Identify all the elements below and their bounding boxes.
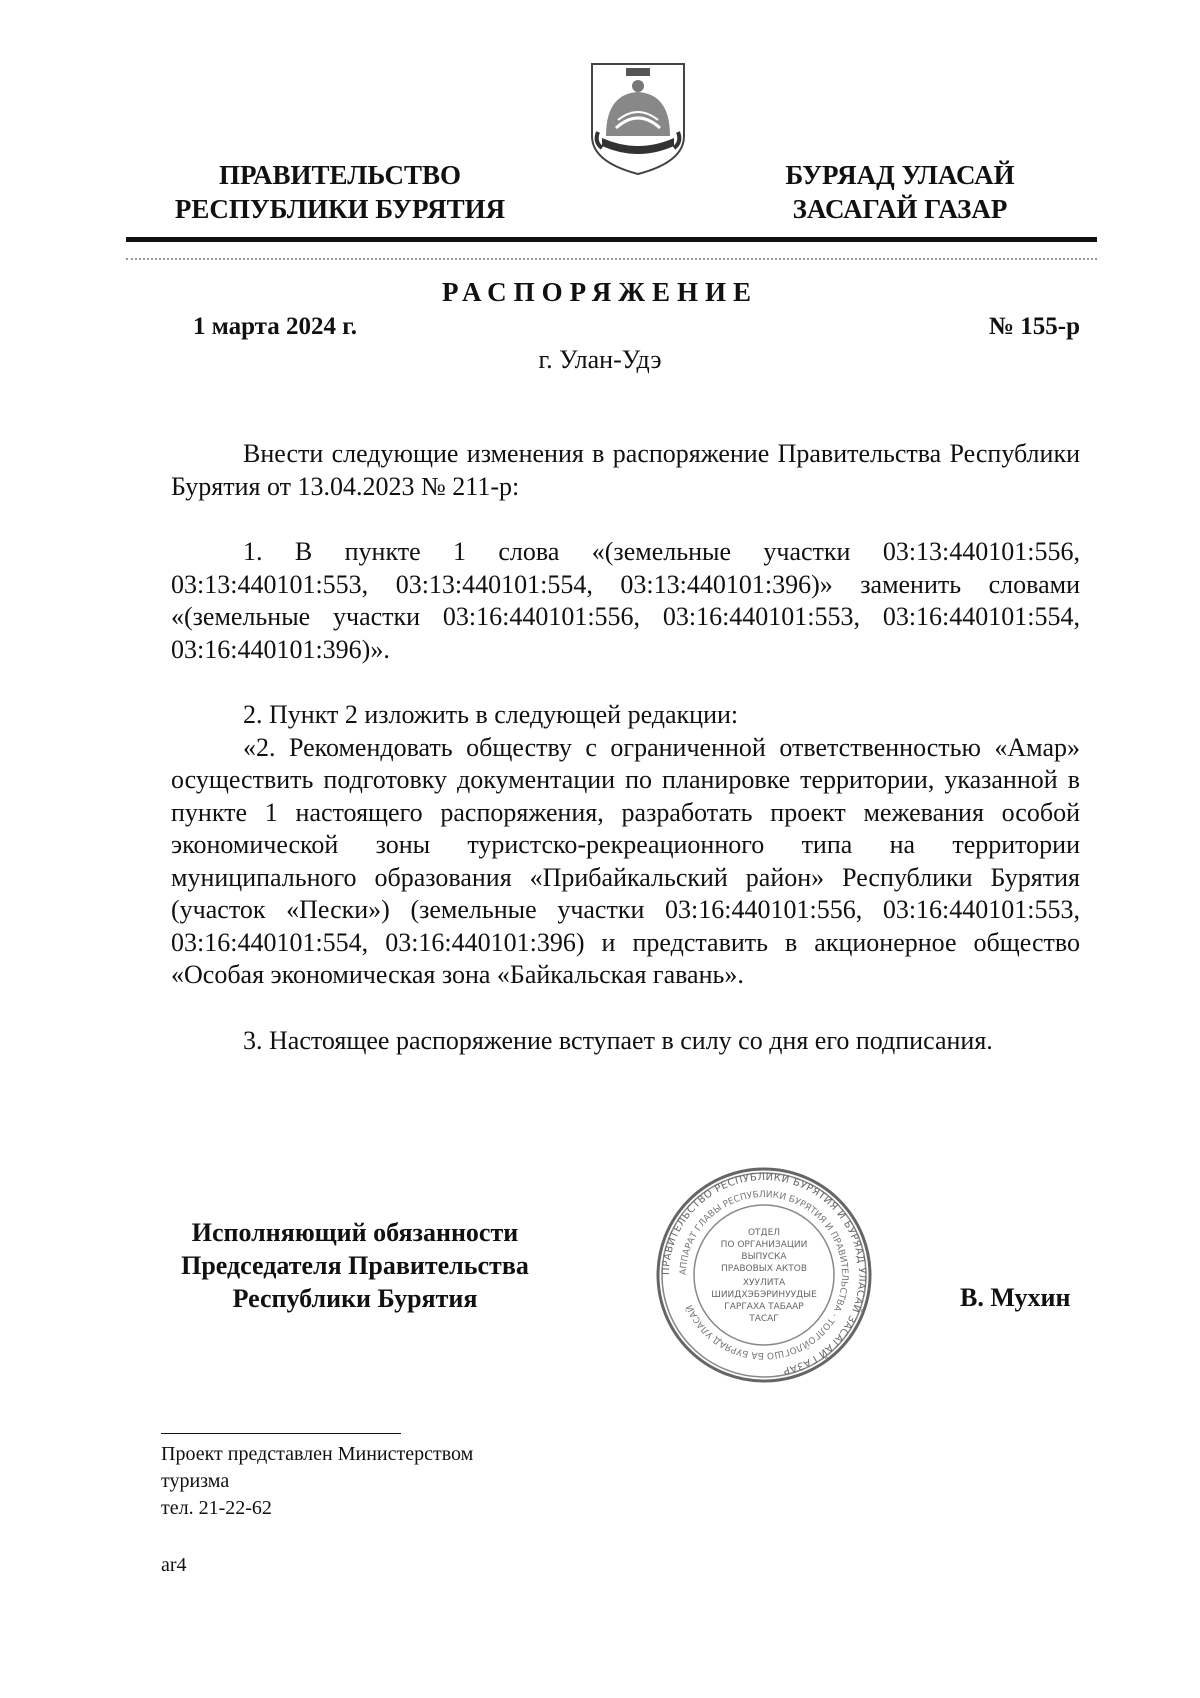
header-left-line1: ПРАВИТЕЛЬСТВО [218, 160, 462, 190]
document-city: г. Улан-Удэ [538, 345, 662, 374]
signatory-name: В. Мухин [960, 1283, 1071, 1312]
government-name-russian [150, 158, 530, 226]
signatory-title [150, 1216, 560, 1315]
document-code: ar4 [161, 1554, 187, 1576]
official-stamp-icon [654, 1165, 874, 1385]
signatory-title-line1: Исполняющий обязанности [191, 1218, 519, 1247]
header-right-line1: БУРЯАД УЛАСАЙ [785, 160, 1015, 190]
footnote-line2: туризма [161, 1470, 230, 1492]
signatory-title-line3: Республики Бурятия [232, 1284, 478, 1313]
paragraph-item-3: 3. Настоящее распоряжение вступает в силу со дня его подписания. [243, 1025, 993, 1055]
stamp-outer-text: ПРАВИТЕЛЬСТВО РЕСПУБЛИКИ БУРЯТИЯ И БУРЯАД УЛАСАЙ ЗАСАГАЙ ГАЗАР [660, 1171, 868, 1377]
footnote-line3: тел. 21-22-62 [161, 1497, 272, 1519]
paragraph-item-1: 1. В пункте 1 слова «(земельные участки 03:13:440101:556, 03:13:440101:553, 03:13:440101:554, 03:13:440101:396)» заменить словами «(земельные участки 03:16:440101:556, 03:16:440101:553, 03:16:440101:554, 03:16:440101:396)». [171, 537, 1080, 664]
footnote [161, 1441, 473, 1522]
government-name-buryat [740, 158, 1060, 226]
stamp-center-line: ВЫПУСКА [741, 1252, 787, 1262]
coat-of-arms-icon [588, 58, 688, 178]
footnote-line1: Проект представлен Министерством [161, 1443, 474, 1465]
stamp-center-line: ХУУЛИТА [742, 1278, 786, 1288]
document-title: РАСПОРЯЖЕНИЕ [441, 277, 759, 307]
header-divider-thin [126, 258, 1097, 260]
stamp-center-line: ПРАВОВЫХ АКТОВ [720, 1264, 808, 1274]
stamp-center-line: ШИИДХЭБЭРИНУУДЫЕ [711, 1290, 817, 1300]
signatory-title-line2: Председателя Правительства [181, 1251, 529, 1280]
header-left-line2: РЕСПУБЛИКИ БУРЯТИЯ [174, 194, 506, 224]
document-body [171, 438, 1080, 1057]
stamp-center-line: ПО ОРГАНИЗАЦИИ [720, 1240, 808, 1250]
footnote-divider [161, 1433, 401, 1434]
paragraph-item-2: 2. Пункт 2 изложить в следующей редакции: [243, 700, 739, 729]
stamp-center-line: ОТДЕЛ [747, 1228, 781, 1238]
paragraph-item-2-text: «2. Рекомендовать обществу с ограниченной ответственностью «Амар» осуществить подготовку документации по планировке территории, указанной в пункте 1 настоящего распоряжения, разработать проект межевания особой экономической зоны туристско-рекреационного типа на территории муниципального образования «Прибайкальский район» Республики Бурятия (участок «Пески») (земельные участки 03:16:440101:556, 03:16:440101:553, 03:16:440101:554, 03:16:440101:396) и представить в акционерное общество «Особая экономическая зона «Байкальская гавань». [171, 732, 1080, 989]
document-number: № 155-р [988, 313, 1080, 340]
stamp-center-line: ГАРГАХА ТАБААР [724, 1302, 804, 1312]
header-divider-thick [126, 237, 1097, 242]
stamp-center-line: ТАСАГ [749, 1314, 779, 1324]
paragraph-intro: Внести следующие изменения в распоряжение Правительства Республики Бурятия от 13.04.2023 № 211-р: [171, 439, 1080, 501]
stamp-inner-text: АППАРАТ ГЛАВЫ РЕСПУБЛИКИ БУРЯТИЯ И ПРАВИТЕЛЬСТВА · ТОЛГОЙЛОГШО БА БУРЯАД УЛАСАЙ [678, 1189, 850, 1361]
header-right-line2: ЗАСАГАЙ ГАЗАР [792, 194, 1008, 224]
document-date: 1 марта 2024 г. [193, 313, 358, 340]
svg-text:АППАРАТ ГЛАВЫ РЕСПУБЛИКИ БУРЯТ [679, 1190, 849, 1360]
